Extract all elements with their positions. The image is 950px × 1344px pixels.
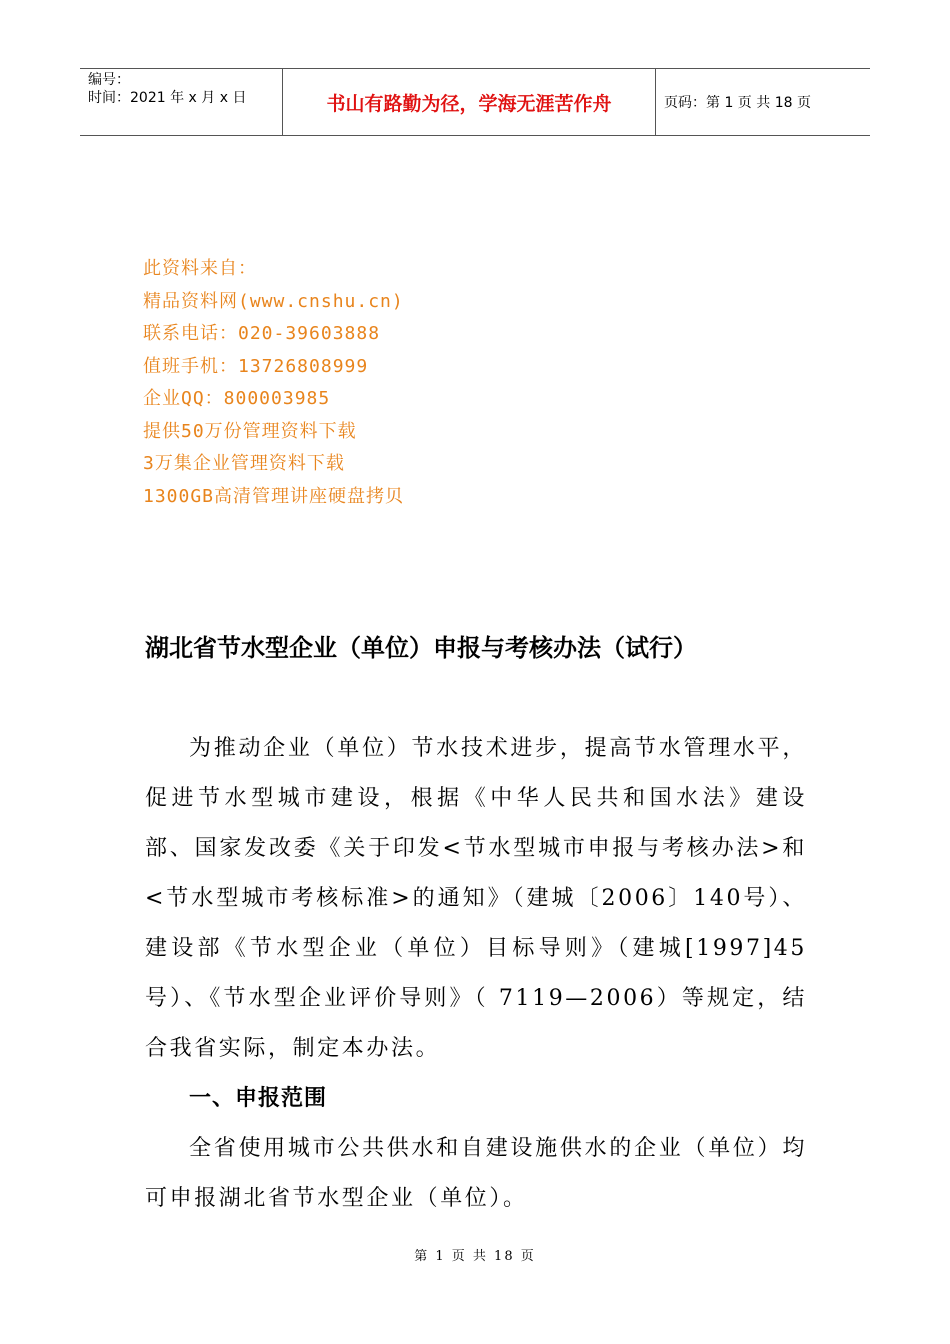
section-heading: 一、申报范围	[189, 1086, 328, 1111]
header-motto: 书山有路勤为径，学海无涯苦作舟	[282, 69, 656, 135]
source-line: 提供50万份管理资料下载	[143, 420, 357, 442]
source-line: 企业QQ：800003985	[143, 388, 331, 409]
document-title: 湖北省节水型企业（单位）申报与考核办法（试行）	[145, 633, 697, 662]
source-line: 精品资料网(www.cnshu.cn)	[143, 290, 404, 312]
source-line: 3万集企业管理资料下载	[143, 453, 345, 474]
document-date: 时间：2021 年 x 月 x 日	[88, 90, 247, 106]
page-header	[80, 68, 870, 136]
source-info-block	[143, 253, 404, 513]
document-body	[145, 724, 807, 1224]
source-line: 联系电话：020-39603888	[143, 323, 381, 344]
source-line: 此资料来自：	[143, 258, 257, 279]
source-line: 值班手机：13726808999	[143, 355, 369, 377]
header-page-info: 页码：第 1 页 共 18 页	[664, 95, 811, 111]
header-meta	[80, 69, 282, 135]
section-paragraph: 全省使用城市公共供水和自建设施供水的企业（单位）均可申报湖北省节水型企业（单位）。	[145, 1136, 807, 1211]
source-line: 1300GB高清管理讲座硬盘拷贝	[143, 485, 405, 507]
document-number-label: 编号：	[88, 72, 130, 88]
intro-paragraph: 为推动企业（单位）节水技术进步，提高节水管理水平，促进节水型城市建设，根据《中华人民共和国水法》建设部、国家发改委《关于印发<节水型城市申报与考核办法>和<节水型城市考核标准>的通知》（建城〔2006〕140号）、建设部《节水型企业（单位）目标导则》（建城[1997]45号）、《节水型企业评价导则》（ 7119—2006）等规定，结合我省实际，制定本办法。	[145, 736, 807, 1061]
page-footer: 第 1 页 共 18 页	[414, 1249, 536, 1264]
